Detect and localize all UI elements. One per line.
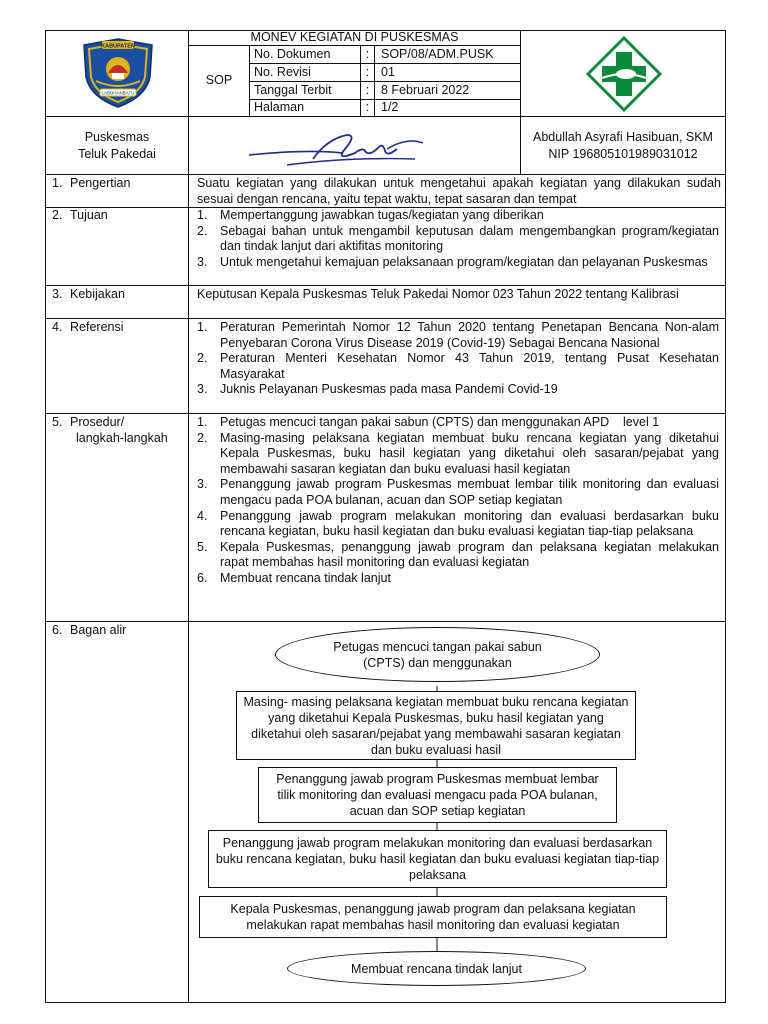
section-label: Pengertian bbox=[70, 176, 131, 190]
list-item: 3. Juknis Pelayanan Puskesmas pada masa Pandemi Covid-19 bbox=[197, 382, 558, 397]
right-logo-cell bbox=[520, 30, 726, 117]
section-label: Bagan alir bbox=[70, 623, 127, 637]
list-item: 4. Penanggung jawab program melakukan monitoring dan evaluasi berdasarkan buku rencana kegiatan, buku hasil kegiatan dan buku evaluasi kegiatan tiap-tiap pelaksana bbox=[197, 508, 719, 539]
flowchart-area bbox=[188, 621, 726, 1003]
section-label-bagan-alir bbox=[45, 621, 189, 1003]
org-name-line-1: Puskesmas bbox=[84, 129, 150, 144]
meta-label-tanggal-terbit: Tanggal Terbit bbox=[249, 81, 361, 100]
flowchart-step-box: Penanggung jawab program melakukan monitoring dan evaluasi berdasarkan buku rencana kegiatan, buku hasil kegiatan dan buku evaluasi kegiatan tiap-tiap pelaksana bbox=[208, 830, 667, 888]
section-content-tujuan bbox=[188, 207, 726, 286]
meta-colon: : bbox=[360, 63, 375, 82]
meta-value-no-dokumen: SOP/08/ADM.PUSK bbox=[374, 45, 521, 64]
section-label-line-1: Prosedur/ bbox=[70, 415, 125, 429]
signature-cell bbox=[188, 116, 521, 175]
list-item: 2. Masing-masing pelaksana kegiatan membuat buku rencana kegiatan yang diketahui Kepala Puskesmas, buku hasil kegiatan yang diketahui oleh sasaran/pejabat yang membawahi sasaran kegiatan dan buku evaluasi hasil kegiatan bbox=[197, 430, 719, 476]
list-item: 3. Penanggung jawab program Puskesmas membuat lembar tilik monitoring dan evaluasi mengacu pada POA bulanan, acuan dan SOP setiap kegiatan bbox=[197, 477, 719, 507]
org-name-cell bbox=[45, 116, 189, 175]
meta-colon: : bbox=[360, 99, 375, 117]
handwritten-signature bbox=[247, 129, 447, 169]
section-content-kebijakan: Keputusan Kepala Puskesmas Teluk Pakedai Nomor 023 Tahun 2022 tentang Kalibrasi bbox=[188, 285, 726, 319]
section-number: 5. bbox=[52, 415, 63, 429]
section-content-referensi bbox=[188, 318, 726, 414]
meta-label-no-revisi: No. Revisi bbox=[249, 63, 361, 82]
svg-text:KABUPATEN: KABUPATEN bbox=[101, 43, 135, 50]
section-content-prosedur bbox=[188, 413, 726, 622]
list-item: 1. Mempertanggung jawabkan tugas/kegiatan yang diberikan bbox=[197, 208, 544, 222]
flowchart-start-ellipse: Petugas mencuci tangan pakai sabun (CPTS) dan menggunakan bbox=[275, 627, 600, 682]
section-label-referensi bbox=[45, 318, 189, 414]
sop-label: SOP bbox=[188, 45, 250, 117]
section-label-tujuan bbox=[45, 207, 189, 286]
signer-name: Abdullah Asyrafi Hasibuan, SKM bbox=[533, 129, 713, 144]
list-item: 2. Peraturan Menteri Kesehatan Nomor 43 Tahun 2019, tentang Pusat Kesehatan Masyarakat bbox=[197, 351, 719, 381]
section-label-prosedur bbox=[45, 413, 189, 622]
org-name-line-2: Teluk Pakedai bbox=[78, 146, 156, 161]
section-number: 6. bbox=[52, 623, 63, 637]
section-label: Tujuan bbox=[70, 208, 108, 222]
meta-value-halaman: 1/2 bbox=[374, 99, 521, 117]
list-item: 2. Sebagai bahan untuk mengambil keputusan dalam mengembangkan program/kegiatan dan tindak lanjut dari aktifitas monitoring bbox=[197, 223, 719, 254]
list-item: 6. Membuat rencana tindak lanjut bbox=[197, 570, 391, 585]
list-item: 1. Peraturan Pemerintah Nomor 12 Tahun 2020 tentang Penetapan Bencana Non-alam Penyebaran Corona Virus Disease 2019 (Covid-19) Sebagai Bencana Nasional bbox=[197, 320, 719, 350]
list-item: 1. Petugas mencuci tangan pakai sabun (CPTS) dan menggunakan APD level 1 bbox=[197, 415, 660, 429]
meta-label-no-dokumen: No. Dokumen bbox=[249, 45, 361, 64]
list-item: 5. Kepala Puskesmas, penanggung jawab program dan pelaksana kegiatan melakukan rapat membahas hasil monitoring dan evaluasi kegiatan bbox=[197, 539, 719, 570]
flowchart-step-box: Masing- masing pelaksana kegiatan membuat buku rencana kegiatan yang diketahui Kepala Puskesmas, buku hasil kegiatan yang diketahui oleh sasaran/pejabat yang membawahi sasaran kegiatan dan buku evaluasi hasil bbox=[236, 691, 636, 760]
section-label-kebijakan bbox=[45, 285, 189, 319]
signer-nip: NIP 196805101989031012 bbox=[548, 146, 698, 161]
puskesmas-cross-logo-icon bbox=[586, 36, 662, 112]
flowchart-end-ellipse: Membuat rencana tindak lanjut bbox=[287, 951, 586, 986]
section-label-line-2: langkah-langkah bbox=[76, 430, 168, 445]
left-logo-cell bbox=[45, 30, 189, 117]
svg-text:LABUHANBATU: LABUHANBATU bbox=[101, 90, 135, 96]
section-label-pengertian bbox=[45, 174, 189, 208]
flowchart-step-box: Penanggung jawab program Puskesmas membuat lembar tilik monitoring dan evaluasi mengacu pada POA bulanan, acuan dan SOP setiap kegiatan bbox=[258, 767, 617, 823]
meta-colon: : bbox=[360, 45, 375, 64]
section-number: 2. bbox=[52, 208, 63, 222]
section-number: 1. bbox=[52, 176, 63, 190]
regency-emblem-icon bbox=[78, 37, 158, 109]
meta-value-no-revisi: 01 bbox=[374, 63, 521, 82]
list-item: 3. Untuk mengetahui kemajuan pelaksanaan program/kegiatan dan pelayanan Puskesmas bbox=[197, 254, 708, 269]
meta-value-tanggal-terbit: 8 Februari 2022 bbox=[374, 81, 521, 100]
section-label: Referensi bbox=[70, 320, 124, 334]
flowchart-step-box: Kepala Puskesmas, penanggung jawab program dan pelaksana kegiatan melakukan rapat membahas hasil monitoring dan evaluasi kegiatan bbox=[199, 896, 667, 938]
section-content-pengertian: Suatu kegiatan yang dilakukan untuk mengetahui apakah kegiatan yang dilakukan sudah sesuai dengan rencana, yaitu tepat waktu, tepat sasaran dan tempat bbox=[188, 174, 726, 208]
section-number: 4. bbox=[52, 320, 63, 334]
document-title: MONEV KEGIATAN DI PUSKESMAS bbox=[188, 30, 521, 46]
section-number: 3. bbox=[52, 287, 63, 301]
section-label: Kebijakan bbox=[70, 287, 125, 301]
meta-colon: : bbox=[360, 81, 375, 100]
signer-cell bbox=[520, 116, 726, 175]
meta-label-halaman: Halaman bbox=[249, 99, 361, 117]
